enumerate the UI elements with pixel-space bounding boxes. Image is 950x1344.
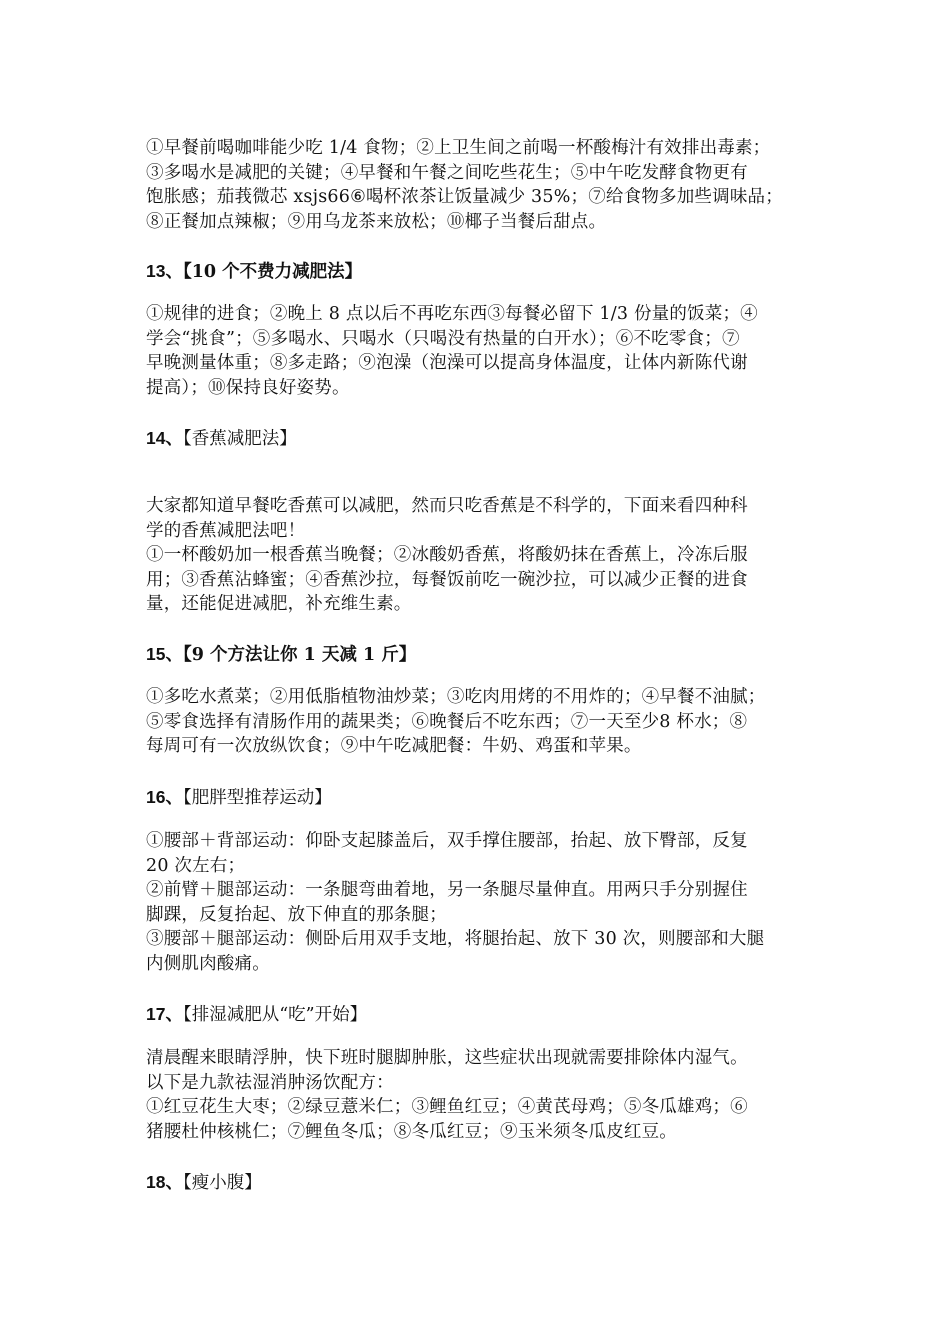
section-14-body [146, 494, 826, 617]
section-number: 14、 [146, 428, 183, 448]
text-line: 量，还能促进减肥，补充维生素。 [146, 594, 412, 614]
section-title: 【香蕉减肥法】 [182, 429, 297, 449]
text-line: 饱胀感；茄莪微芯 xsjs66⑥喝杯浓茶让饭量减少 35%；⑦给食物多加些调味品； [146, 187, 783, 207]
text-line: ①红豆花生大枣；②绿豆薏米仁；③鲤鱼红豆；④黄芪母鸡；⑤冬瓜雄鸡；⑥ [146, 1097, 748, 1117]
text-line: ③多喝水是减肥的关键；④早餐和午餐之间吃些花生；⑤中午吃发酵食物更有 [146, 162, 748, 183]
text-line: 每周可有一次放纵饮食；⑨中午吃减肥餐：牛奶、鸡蛋和苹果。 [146, 736, 642, 756]
text-line: 脚踝，反复抬起、放下伸直的那条腿； [146, 904, 447, 925]
text-line: ⑤零食选择有清肠作用的蔬果类；⑥晚餐后不吃东西；⑦一天至少8 杯水；⑧ [146, 711, 748, 732]
section-15-heading [146, 642, 416, 667]
text-line: 学会“挑食”；⑤多喝水、只喝水（只喝没有热量的白开水）；⑥不吃零食；⑦ [146, 328, 740, 349]
text-line: ①规律的进食；②晚上 8 点以后不再吃东西③每餐必留下 1/3 份量的饭菜；④ [146, 304, 758, 324]
text-line: ①腰部＋背部运动：仰卧支起膝盖后，双手撑住腰部，抬起、放下臀部，反复 [146, 831, 748, 851]
section-number: 15、 [146, 644, 183, 664]
section-17-body [146, 1046, 826, 1144]
section-number: 17、 [146, 1004, 183, 1024]
text-line: 内侧肌肉酸痛。 [146, 953, 270, 974]
section-title: 【10 个不费力减肥法】 [182, 262, 363, 282]
section-13-heading [146, 259, 362, 284]
section-number: 18、 [146, 1172, 183, 1192]
text-line: ①多吃水煮菜；②用低脂植物油炒菜；③吃肉用烤的不用炸的；④早餐不油腻； [146, 687, 766, 707]
text-line: ③腰部＋腿部运动：侧卧后用双手支地，将腿抬起、放下 30 次，则腰部和大腿 [146, 929, 765, 949]
section-18-heading [146, 1170, 262, 1195]
text-line: 20 次左右； [146, 855, 246, 876]
text-line: ②前臂＋腿部运动：一条腿弯曲着地，另一条腿尽量伸直。用两只手分别握住 [146, 880, 748, 900]
section-title: 【9 个方法让你 1 天减 1 斤】 [182, 645, 417, 665]
section-title: 【排湿减肥从“吃”开始】 [182, 1005, 368, 1025]
text-line: ①一杯酸奶加一根香蕉当晚餐；②冰酸奶香蕉，将酸奶抹在香蕉上，冷冻后服 [146, 545, 748, 565]
text-line: 用；③香蕉沾蜂蜜；④香蕉沙拉，每餐饭前吃一碗沙拉，可以减少正餐的进食 [146, 569, 748, 590]
section-number: 16、 [146, 787, 183, 807]
text-line: 早晚测量体重；⑧多走路；⑨泡澡（泡澡可以提高身体温度，让体内新陈代谢 [146, 353, 748, 373]
text-line: 猪腰杜仲核桃仁；⑦鲤鱼冬瓜；⑧冬瓜红豆；⑨玉米须冬瓜皮红豆。 [146, 1121, 677, 1142]
section-title: 【瘦小腹】 [182, 1173, 262, 1193]
section-15-body [146, 685, 826, 759]
section-16-heading [146, 785, 332, 810]
intro-paragraph [146, 136, 826, 234]
section-13-body [146, 302, 826, 400]
text-line: 以下是九款祛湿消肿汤饮配方： [146, 1072, 394, 1093]
text-line: 清晨醒来眼睛浮肿，快下班时腿脚肿胀，这些症状出现就需要排除体内湿气。 [146, 1048, 748, 1068]
section-14-heading [146, 426, 297, 451]
section-number: 13、 [146, 261, 183, 281]
section-title: 【肥胖型推荐运动】 [182, 788, 332, 808]
section-16-body [146, 829, 826, 976]
text-line: 学的香蕉减肥法吧！ [146, 520, 306, 541]
section-17-heading [146, 1002, 367, 1027]
text-line: ①早餐前喝咖啡能少吃 1/4 食物；②上卫生间之前喝一杯酸梅汁有效排出毒素； [146, 138, 771, 158]
text-line: ⑧正餐加点辣椒；⑨用乌龙茶来放松；⑩椰子当餐后甜点。 [146, 211, 607, 232]
text-line: 提高）；⑩保持良好姿势。 [146, 377, 350, 398]
text-line: 大家都知道早餐吃香蕉可以减肥，然而只吃香蕉是不科学的，下面来看四种科 [146, 496, 748, 516]
